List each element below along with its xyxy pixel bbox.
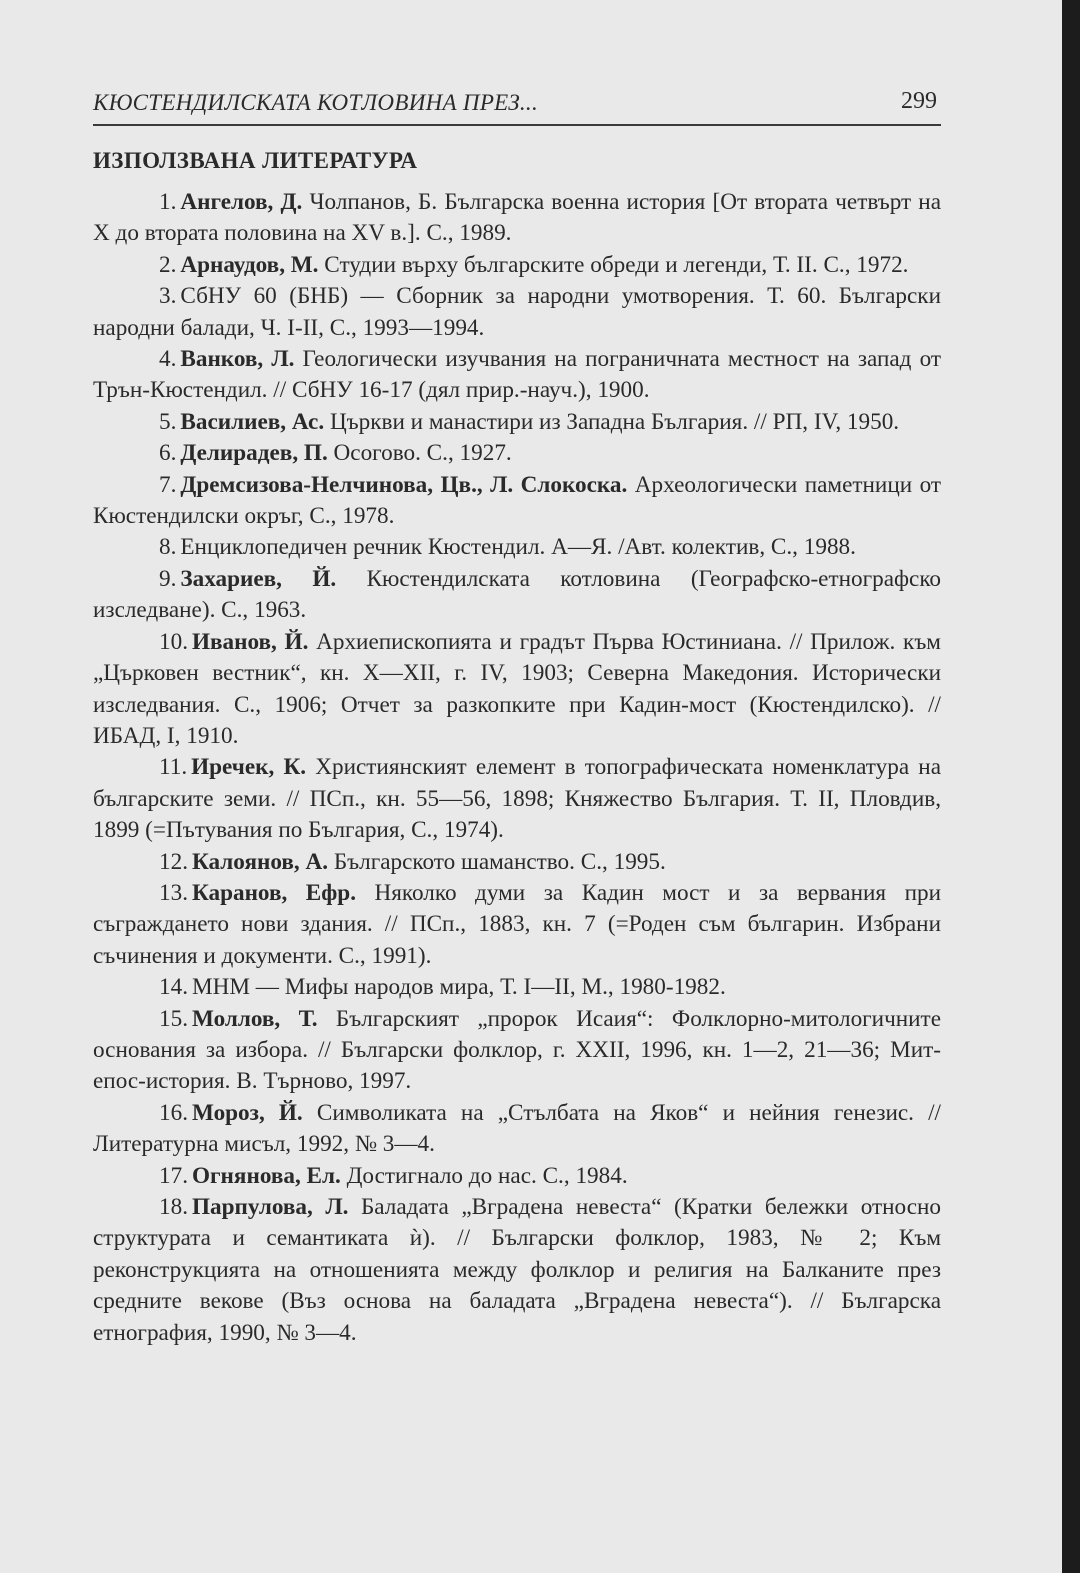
bibliography-list: [93, 187, 941, 1349]
entry-text: Християнският елемент в топографическата номенклатура на българските земи. // ПСп., кн. 55—56, 1898; Княжество България. Т. II, Пловдив, 1899 (=Пътувания по България, С., 1974).: [93, 754, 941, 844]
section-heading: ИЗПОЛЗВАНА ЛИТЕРАТУРА: [93, 148, 418, 173]
entry-text: Кюстендилската котловина (Географско-етнографско изследване). С., 1963.: [93, 565, 941, 624]
running-header: [93, 84, 941, 126]
entry-number: 9.: [159, 565, 177, 592]
entry-author: Калоянов, А.: [191, 848, 329, 875]
entry-text: Осогово. С., 1927.: [333, 440, 512, 467]
entry-author: Иречек, К.: [191, 754, 307, 781]
bibliography-entry: [93, 532, 941, 563]
entry-text: Достигнало до нас. С., 1984.: [346, 1162, 628, 1189]
entry-text: Архиепископията и градът Първа Юстиниана. // Прилож. към „Църковен вестник“, кн. X—XII, г. IV, 1903; Северна Македония. Исторически изследвания. С., 1906; Отчет за разкопките при Кадин-мост (Кюстендилско). // ИБАД, I, 1910.: [93, 628, 941, 749]
entry-author: Ангелов, Д.: [180, 189, 303, 215]
entry-number: 15.: [159, 1005, 188, 1032]
entry-number: 8.: [159, 534, 177, 561]
bibliography-entry: [93, 407, 941, 438]
entry-text: Чолпанов, Б. Българска военна история [От втората четвърт на X до втората половина на XV в.]. С., 1989.: [93, 189, 942, 247]
entry-text: Символиката на „Стълбата на Яков“ и нейния генезис. // Литературна мисъл, 1992, № 3—4.: [93, 1099, 941, 1158]
bibliography-entry: [93, 1161, 941, 1192]
entry-text: Българският „пророк Исаия“: Фолклорно-митологичните основания за избора. // Български фолклор, г. XXII, 1996, кн. 1—2, 21—36; Мит-епос-история. В. Търново, 1997.: [93, 1005, 941, 1095]
entry-text: Църкви и манастири из Западна България. // РП, IV, 1950.: [329, 408, 900, 435]
entry-number: 11.: [159, 754, 188, 781]
entry-number: 4.: [159, 346, 177, 373]
entry-author: Парпулова, Л.: [191, 1194, 349, 1220]
bibliography-entry: [93, 627, 941, 753]
bibliography-entry: [93, 1098, 941, 1161]
entry-number: 2.: [159, 251, 177, 278]
entry-text: Археологически паметници от Кюстендилски окръг, С., 1978.: [93, 471, 941, 530]
entry-number: 3.: [159, 283, 177, 310]
bibliography-entry: [93, 972, 941, 1003]
bibliography-entry: [93, 1004, 941, 1098]
entry-number: 5.: [159, 408, 177, 435]
page-number: 299: [901, 88, 937, 114]
bibliography-entry: [93, 438, 941, 469]
entry-number: 10.: [159, 628, 188, 655]
entry-author: Моллов, Т.: [191, 1005, 318, 1032]
bibliography-entry: [93, 187, 941, 250]
bibliography-entry: [93, 250, 941, 281]
bibliography-entry: [93, 564, 941, 627]
entry-text: Баладата „Вградена невеста“ (Кратки бележки относно структурата и семантиката ѝ). // Български фолклор, 1983, № 2; Към реконструкцията на отношенията между фолклор и религия на Балканите през средните векове (Въз основа на баладата „Вградена невеста“). // Българска етнография, 1990, № 3—4.: [93, 1194, 942, 1346]
bibliography-entry: [93, 752, 941, 846]
entry-author: Делирадев, П.: [180, 440, 328, 467]
running-title: КЮСТЕНДИЛСКАТА КОТЛОВИНА ПРЕЗ...: [93, 90, 539, 115]
entry-number: 16.: [159, 1099, 188, 1126]
entry-text: Студии върху българските обреди и легенди, Т. II. С., 1972.: [324, 251, 909, 278]
entry-text: Енциклопедичен речник Кюстендил. А—Я. /Авт. колектив, С., 1988.: [180, 534, 856, 561]
bibliography-entry: [93, 470, 941, 533]
entry-author: Дремсизова-Нелчинова, Цв., Л. Слокоска.: [180, 471, 628, 498]
entry-author: Ванков, Л.: [180, 346, 295, 373]
entry-author: Каранов, Ефр.: [191, 879, 356, 906]
entry-number: 14.: [159, 974, 188, 1001]
bibliography-entry: [93, 878, 941, 972]
bibliography-entry: [93, 847, 941, 878]
entry-number: 1.: [159, 189, 177, 215]
bibliography-entry: [93, 1192, 941, 1349]
bibliography-entry: [93, 344, 941, 407]
entry-number: 12.: [159, 848, 188, 875]
entry-text: Българското шаманство. С., 1995.: [333, 848, 666, 875]
entry-number: 7.: [159, 471, 177, 498]
entry-number: 18.: [159, 1194, 188, 1220]
entry-author: Мороз, Й.: [191, 1099, 303, 1126]
entry-number: 17.: [159, 1162, 188, 1189]
entry-author: Огнянова, Ел.: [191, 1162, 341, 1189]
bibliography-entry: [93, 281, 941, 344]
entry-number: 6.: [159, 440, 177, 467]
entry-author: Арнаудов, М.: [180, 251, 319, 278]
entry-author: Захариев, Й.: [180, 565, 337, 592]
entry-text: СбНУ 60 (БНБ) — Сборник за народни умотворения. Т. 60. Български народни балади, Ч. I-II, С., 1993—1994.: [93, 283, 941, 341]
entry-text: Няколко думи за Кадин мост и за вервания при съграждането нови здания. // ПСп., 1883, кн. 7 (=Роден съм българин. Избрани съчинения и документи. С., 1991).: [93, 879, 941, 969]
entry-text: МНМ — Мифы народов мира, Т. I—II, М., 1980-1982.: [191, 974, 726, 1001]
entry-author: Василиев, Ас.: [180, 408, 325, 435]
entry-number: 13.: [159, 879, 188, 906]
entry-author: Иванов, Й.: [191, 628, 309, 655]
entry-text: Геологически изучвания на пограничната местност на запад от Трън-Кюстендил. // СбНУ 16-17 (дял прир.-науч.), 1900.: [93, 346, 941, 404]
